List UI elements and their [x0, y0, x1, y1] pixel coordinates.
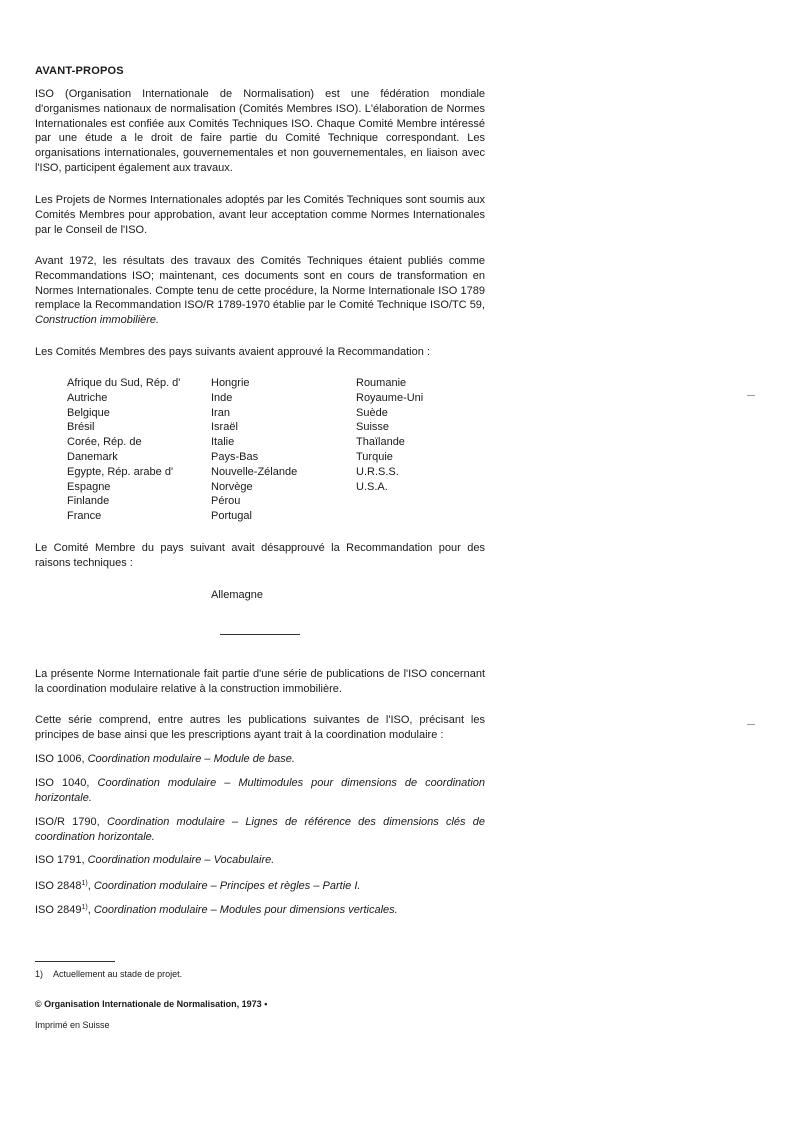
country-item: Afrique du Sud, Rép. d' — [67, 377, 181, 389]
country-item: Roumanie — [356, 377, 407, 389]
reference-title: Coordination modulaire – Multimodules pour dimensions de coordination horizontale. — [35, 777, 485, 804]
reference-item — [35, 776, 485, 806]
country-item: Suisse — [356, 421, 390, 434]
margin-mark — [747, 395, 755, 396]
footnote-text: Actuellement au stade de projet. — [53, 969, 183, 979]
countries-column-1 — [67, 376, 211, 524]
country-item: Norvège — [211, 480, 253, 493]
reference-item: ISO 2848$^{1)}$, Coordination modulaire – Principes et règles – Partie I. — [35, 880, 361, 892]
reference-code: ISO 1791, — [35, 854, 85, 866]
reference-item — [35, 815, 485, 845]
section-heading: AVANT-PROPOS — [35, 65, 124, 77]
reference-title: Coordination modulaire – Module de base. — [87, 753, 295, 765]
reference-title: Coordination modulaire – Vocabulaire. — [87, 854, 275, 866]
country-item: Egypte, Rép. arabe d' — [67, 465, 174, 478]
country-item: Nouvelle-Zélande — [211, 465, 298, 478]
margin-mark — [747, 724, 755, 725]
reference-code: ISO 1040, — [35, 777, 90, 789]
countries-column-2 — [211, 376, 356, 524]
country-item: Corée, Rép. de — [67, 436, 142, 449]
reference-title: Coordination modulaire – Principes et règles – Partie I. — [93, 880, 361, 892]
approving-countries-list — [67, 376, 476, 524]
country-item: Thaïlande — [356, 436, 405, 449]
footnote-marker: 1) — [81, 880, 88, 887]
disapproving-country: Allemagne — [211, 589, 263, 601]
country-item: Pérou — [211, 495, 241, 508]
country-item: Espagne — [67, 480, 111, 493]
paragraph-history — [35, 254, 485, 328]
country-item: Hongrie — [211, 377, 250, 389]
imprint-notice: Imprimé en Suisse — [35, 1020, 110, 1030]
reference-title: Coordination modulaire – Modules pour dimensions verticales. — [93, 904, 398, 916]
country-item: U.S.A. — [356, 480, 388, 493]
country-item: Autriche — [67, 391, 108, 404]
reference-code: ISO 2848 — [35, 880, 82, 892]
paragraph-series: La présente Norme Internationale fait partie d'une série de publications de l'ISO concernant la coordination modulaire relative à la construction immobilière. — [35, 668, 485, 695]
reference-code: ISO 1006, — [35, 753, 85, 765]
paragraph-series-list-intro: Cette série comprend, entre autres les publications suivantes de l'ISO, précisant les principes de base ainsi que les prescriptions ayant trait à la coordination modulaire : — [35, 714, 485, 741]
footnote-marker: 1) — [81, 904, 88, 911]
footnote-number: 1) — [35, 969, 44, 979]
country-item: Inde — [211, 391, 233, 404]
history-text: Avant 1972, les résultats des travaux des Comités Techniques étaient publiés comme Recommandations ISO; maintenant, ces documents sont en cours de transformation en Normes Internationales. Compte tenu de cette procédure, la Norme Internationale ISO 1789 remplace la Recommandation ISO/R 1789-1970 établie par le Comité Technique ISO/TC 59, — [35, 255, 485, 312]
country-item: Suède — [356, 406, 388, 419]
section-divider — [220, 634, 300, 635]
country-item: Belgique — [67, 406, 110, 419]
reference-code: ISO 2849 — [35, 904, 82, 916]
reference-code: ISO/R 1790, — [35, 816, 100, 828]
committee-title: Construction immobilière. — [35, 314, 160, 327]
copyright-notice: © Organisation Internationale de Normalisation, 1973 • — [35, 999, 268, 1009]
reference-item — [35, 752, 485, 767]
country-item: Italie — [211, 436, 235, 449]
country-item: Portugal — [211, 510, 252, 523]
country-item: Turquie — [356, 450, 393, 463]
reference-item: ISO 2849$^{1)}$, Coordination modulaire – Modules pour dimensions verticales. — [35, 904, 398, 916]
country-item: Iran — [211, 406, 230, 419]
footnote-divider — [35, 961, 115, 962]
country-item: Danemark — [67, 450, 118, 463]
country-item: Royaume-Uni — [356, 391, 424, 404]
country-item: France — [67, 510, 102, 523]
reference-item — [35, 853, 485, 868]
paragraph-approved-intro: Les Comités Membres des pays suivants avaient approuvé la Recommandation : — [35, 346, 430, 358]
paragraph-draft-standards: Les Projets de Normes Internationales adoptés par les Comités Techniques sont soumis aux Comités Membres pour approbation, avant leur acceptation comme Normes Internationales par le Conseil de l'ISO. — [35, 194, 485, 236]
country-item: Finlande — [67, 495, 110, 508]
paragraph-iso-intro: ISO (Organisation Internationale de Normalisation) est une fédération mondiale d'organismes nationaux de normalisation (Comités Membres ISO). L'élaboration de Normes Internationales est confiée aux Comités Techniques ISO. Chaque Comité Membre intéressé par une étude a le droit de faire partie du Comité Technique correspondant. Les organisations internationales, gouvernementales et non gouvernementales, en liaison avec l'ISO, participent également aux travaux. — [35, 88, 485, 174]
paragraph-disapproved-intro: Le Comité Membre du pays suivant avait désapprouvé la Recommandation pour des raisons techniques : — [35, 542, 485, 569]
country-item: Brésil — [67, 421, 95, 434]
reference-title: Coordination modulaire – Lignes de référence des dimensions clés de coordination horizontale. — [35, 816, 485, 843]
countries-column-3 — [356, 376, 476, 524]
country-item: Pays-Bas — [211, 450, 259, 463]
country-item: Israël — [211, 421, 238, 434]
country-item: U.R.S.S. — [356, 465, 399, 478]
footnote — [35, 967, 182, 982]
